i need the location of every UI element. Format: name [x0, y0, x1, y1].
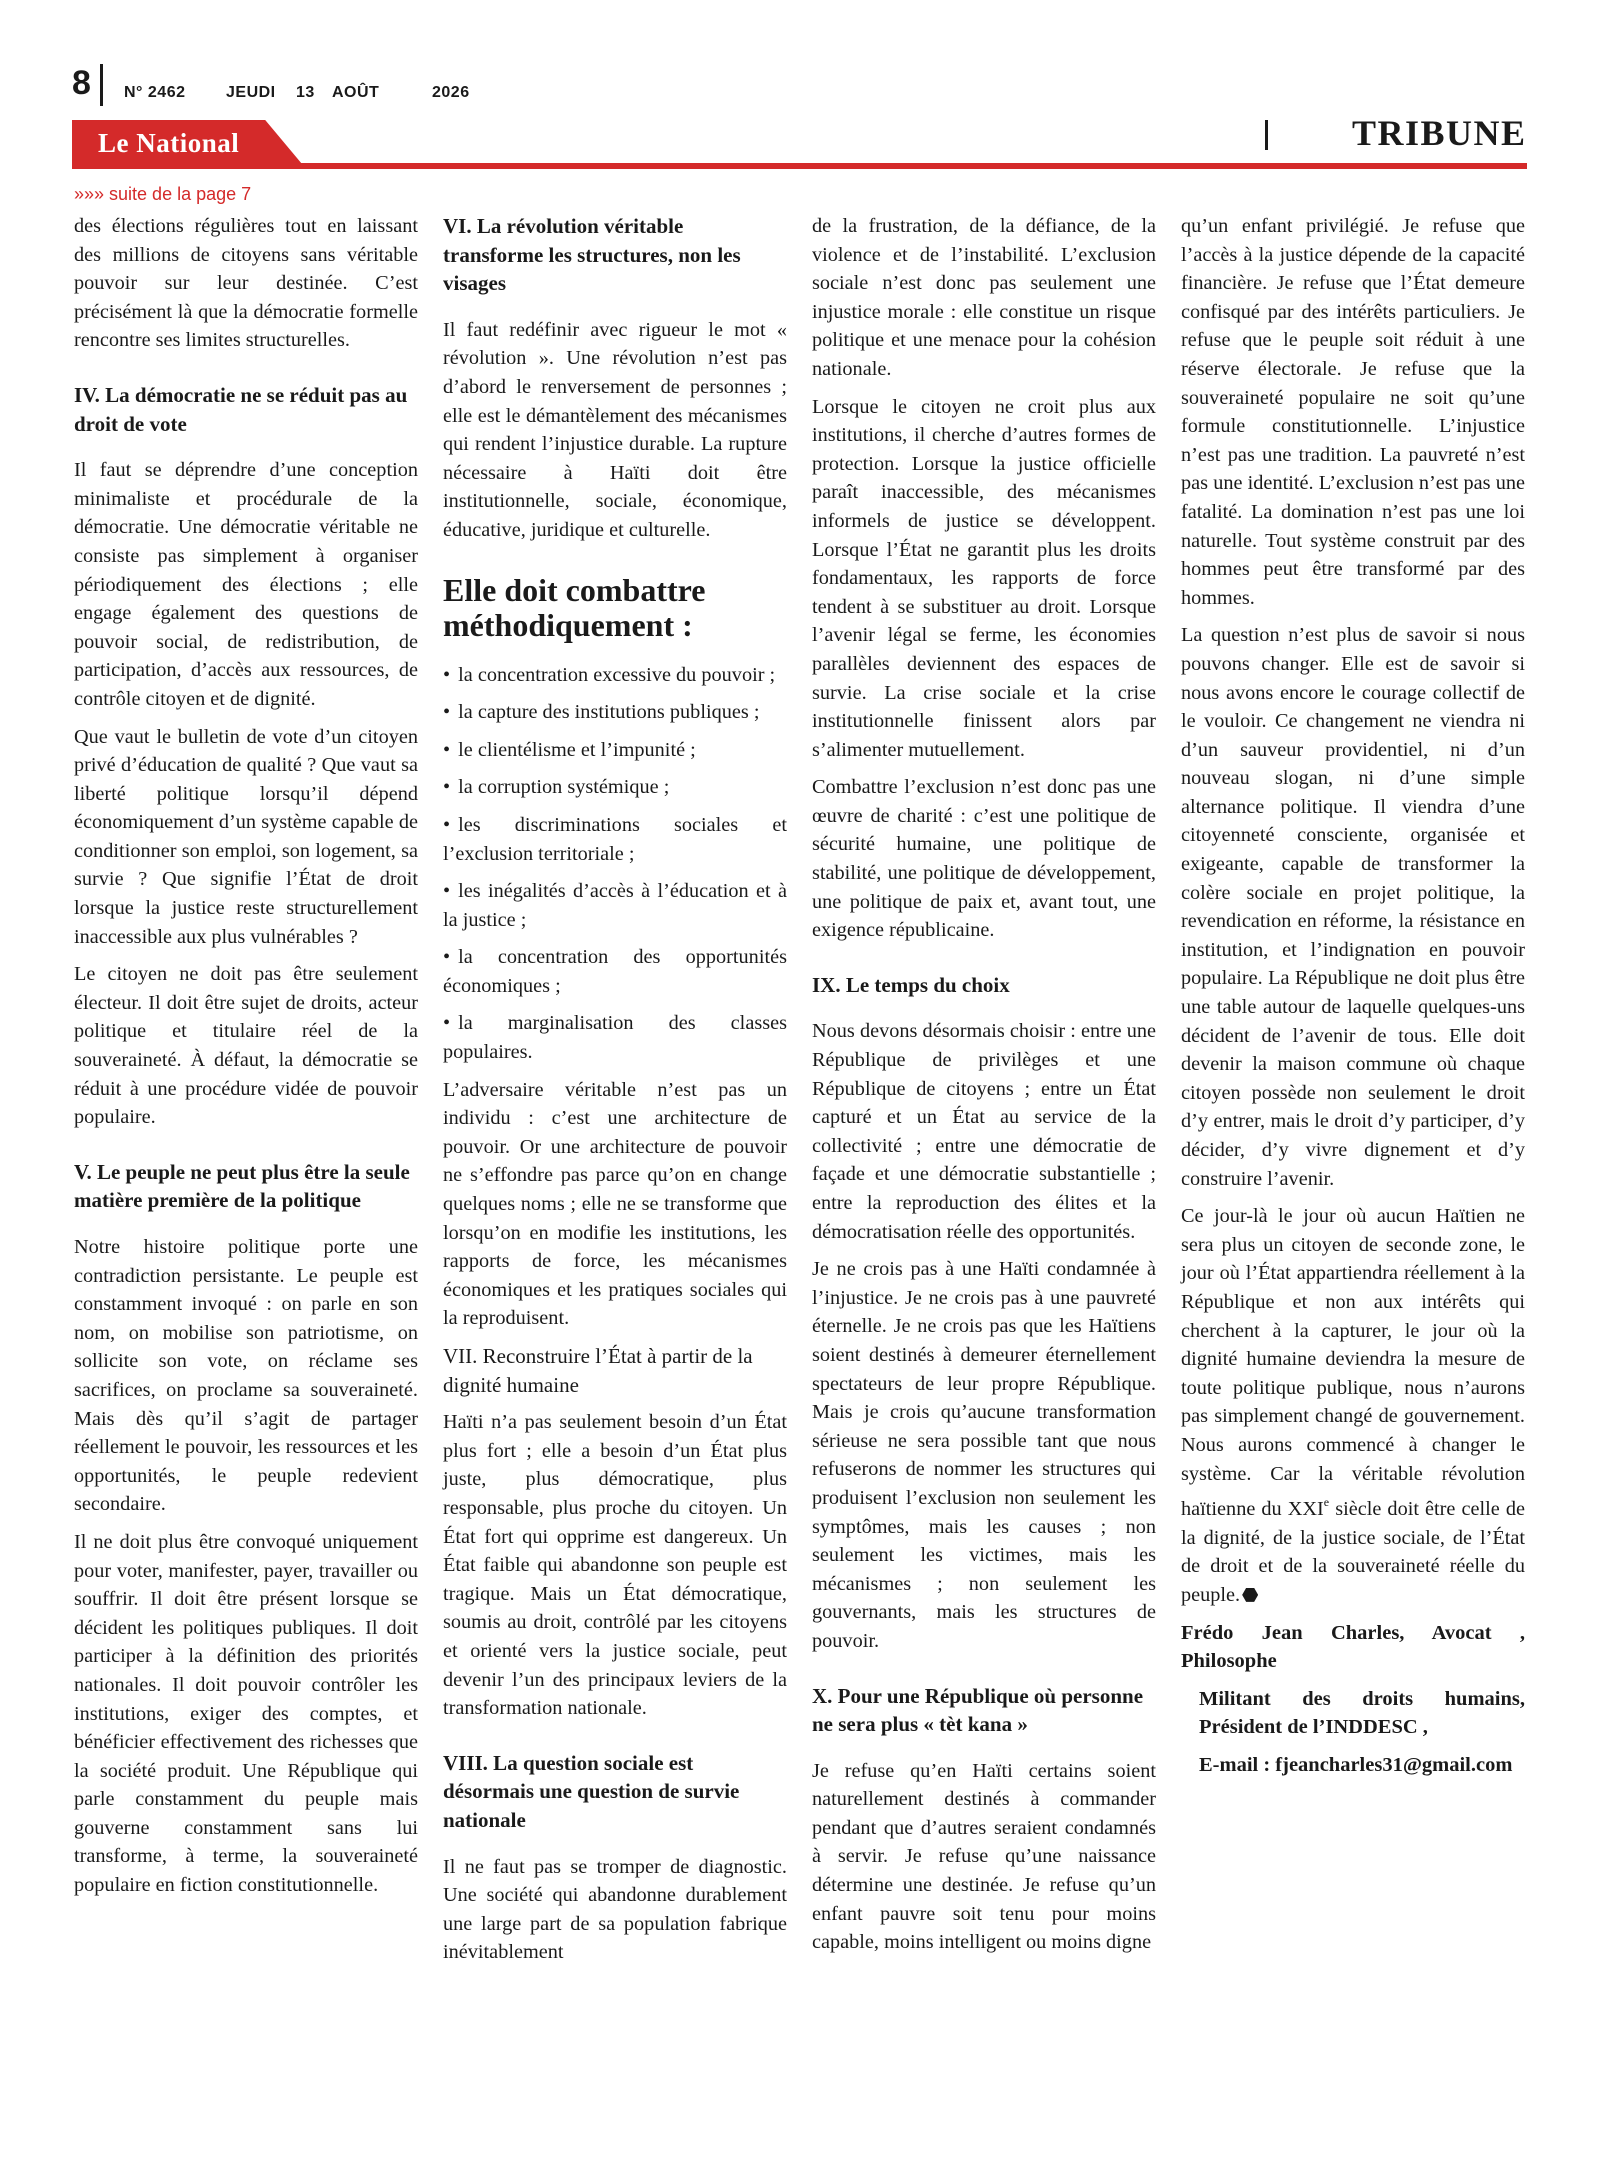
- author-email[interactable]: E-mail : fjeancharles31@gmail.com: [1199, 1753, 1513, 1776]
- paragraph: Combattre l’exclusion n’est donc pas une œuvre de charité : c’est une politique de sécurité humaine, une politique de stabilité, une politique de développement, une politique de paix et, avant tout, une exigence républicaine.: [812, 776, 1156, 942]
- section-heading-vi: VI. La révolution véritable transforme les structures, non les visages: [443, 214, 741, 296]
- article-column-2: [443, 212, 787, 1976]
- paragraph: La question n’est plus de savoir si nous pouvons changer. Elle est de savoir si nous avons encore le courage collectif de le vouloir. Ce changement ne viendra ni d’un sauveur providentiel, ni d’un nouveau slogan, ni d’une simple alternance politique. Il viendra d’une citoyenneté consciente, organisée et exigeante, capable de transformer la colère sociale en projet politique, la revendication en réforme, la résistance en institution, et l’indignation en pouvoir populaire. La République ne doit plus être une table autour de laquelle quelques-uns décident de l’avenir de tous. Elle doit devenir la maison commune où chaque citoyen possède non seulement le droit d’y entrer, mais le droit d’y participer, d’y décider, d’y vivre dignement et d’y construire l’avenir.: [1181, 624, 1525, 1190]
- paragraph: qu’un enfant privilégié. Je refuse que l’accès à la justice dépende de la capacité financière. Je refuse que l’État demeure confisqué par des intérêts particuliers. Je refuse que le peuple soit réduit à une réserve électorale. Je refuse que la souveraineté populaire ne soit qu’une formule constitutionnelle. L’injustice n’est pas une tradition. La pauvreté n’est pas une identité. L’exclusion n’est pas une fatalité. La domination n’est pas une loi naturelle. Tout système construit par des hommes peut être transformé par des hommes.: [1181, 215, 1525, 609]
- paragraph: Nous devons désormais choisir : entre une République de privilèges et une République de citoyens ; entre un État capturé et un État au service de la collectivité ; entre une démocratie de façade et une démocratie substantielle ; entre la reproduction des élites et la démocratisation réelle des opportunités.: [812, 1020, 1156, 1243]
- end-of-article-icon: [1242, 1588, 1258, 1602]
- list-item: • la marginalisation des classes populaires.: [443, 1009, 787, 1066]
- section-divider: [1265, 120, 1268, 150]
- list-item: • les discriminations sociales et l’exclusion territoriale ;: [443, 811, 787, 868]
- list-item: • les inégalités d’accès à l’éducation et à la justice ;: [443, 877, 787, 934]
- paragraph: Haïti n’a pas seulement besoin d’un État plus fort ; elle a besoin d’un État plus juste, plus démocratique, plus responsable, plus proche du citoyen. Un État fort qui opprime est dangereux. Un État faible qui abandonne son peuple est tragique. Mais un État démocratique, soumis au droit, contrôlé par les citoyens et orienté vers la justice sociale, peut devenir l’un des principaux leviers de la transformation nationale.: [443, 1411, 787, 1720]
- section-heading-vii: VII. Reconstruire l’État à partir de la dignité humaine: [443, 1344, 753, 1397]
- paragraph: de la frustration, de la défiance, de la violence et de l’instabilité. L’exclusion sociale n’est donc pas seulement une injustice morale : elle constitue un risque politique et une menace pour la cohésion nationale.: [812, 215, 1156, 380]
- closing-text-b: siècle doit être celle de la dignité, de la justice sociale, de l’État de droit et de la souveraineté réelle du peuple.: [1181, 1498, 1525, 1606]
- bullet-list: [443, 661, 787, 1067]
- article-column-4: [1181, 212, 1525, 1788]
- subheading-large: Elle doit combattre méthodiquement :: [443, 571, 706, 643]
- list-item: • le clientélisme et l’impunité ;: [443, 736, 787, 765]
- paragraph: Lorsque le citoyen ne croit plus aux institutions, il cherche d’autres formes de protection. Lorsque la justice officielle paraît inaccessible, des mécanismes informels de justice se développent. Lorsque l’État ne garantit plus les droits fondamentaux, les rapports de force tendent à se substituer au droit. Lorsque l’avenir légal se ferme, les économies parallèles deviennent des espaces de survie. La crise sociale et la crise institutionnelle finissent alors par s’alimenter mutuellement.: [812, 395, 1156, 761]
- article-column-1: [74, 212, 418, 1909]
- header-rule: [72, 163, 1527, 169]
- section-heading-viii: VIII. La question sociale est désormais une question de survie nationale: [443, 1750, 740, 1832]
- list-item: • la concentration des opportunités économiques ;: [443, 943, 787, 1000]
- weekday: JEUDI: [226, 84, 276, 101]
- paragraph: Que vaut le bulletin de vote d’un citoyen privé d’éducation de qualité ? Que vaut sa liberté politique lorsqu’il dépend économiquement d’un système capable de conditionner son emploi, son logement, sa survie ? Que signifie l’État de droit lorsque la justice reste structurellement inaccessible aux plus vulnérables ?: [74, 725, 418, 948]
- section-title: TRIBUNE: [1352, 113, 1527, 153]
- continued-from-link[interactable]: »»» suite de la page 7: [74, 184, 252, 204]
- paragraph: Il ne doit plus être convoqué uniquement pour voter, manifester, payer, travailler ou souffrir. Il doit être présent lorsque se décident les politiques publiques. Il doit participer à la définition des priorités nationales. Il doit pouvoir contrôler les institutions, exiger des comptes, et bénéficier effectivement des richesses que la société produit. Une République qui parle constamment du peuple mais gouverne constamment sans lui transforme, à terme, la souveraineté populaire en fiction constitutionnelle.: [74, 1530, 418, 1897]
- paragraph: Je refuse qu’en Haïti certains soient naturellement destinés à commander pendant que d’autres seraient condamnés à servir. Je refuse qu’une naissance détermine une destinée. Je refuse qu’un enfant pauvre soit tenu pour moins capable, moins intelligent ou moins digne: [812, 1759, 1156, 1954]
- author-name: Frédo Jean Charles, Avocat , Philosophe: [1181, 1621, 1525, 1673]
- section-heading-iv: IV. La démocratie ne se réduit pas au droit de vote: [74, 382, 408, 436]
- year: 2026: [432, 84, 470, 101]
- century-superscript: e: [1323, 1495, 1330, 1510]
- issue-number: N° 2462: [124, 84, 186, 101]
- section-heading-v: V. Le peuple ne peut plus être la seule matière première de la politique: [74, 1159, 410, 1213]
- paragraph: Il faut redéfinir avec rigueur le mot « révolution ». Une révolution n’est pas d’abord le renversement de personnes ; elle est le démantèlement des mécanismes qui rendent l’injustice durable. La rupture nécessaire à Haïti doit être institutionnelle, sociale, économique, éducative, juridique et culturelle.: [443, 318, 787, 541]
- article-column-3: [812, 212, 1156, 1966]
- author-title: Militant des droits humains, Président de l’INDDESC ,: [1199, 1687, 1525, 1739]
- paragraph: des élections régulières tout en laissant des millions de citoyens sans véritable pouvoir sur leur destinée. C’est précisément là que la démocratie formelle rencontre ses limites structurelles.: [74, 215, 418, 352]
- page-number: 8: [72, 64, 91, 102]
- paragraph: Le citoyen ne doit pas être seulement électeur. Il doit être sujet de droits, acteur politique et titulaire réel de la souveraineté. À défaut, la démocratie se réduit à une procédure vidée de pouvoir populaire.: [74, 963, 418, 1129]
- paragraph: Il ne faut pas se tromper de diagnostic. Une société qui abandonne durablement une large part de sa population fabrique inévitablement: [443, 1855, 787, 1964]
- page-number-divider: [100, 64, 103, 106]
- paragraph: Notre histoire politique porte une contradiction persistante. Le peuple est constamment invoqué : on parle en son nom, on mobilise son patriotisme, on sollicite son vote, on réclame ses sacrifices, on proclame sa souveraineté. Mais dès qu’il s’agit de partager réellement le pouvoir, les ressources et les opportunités, le peuple redevient secondaire.: [74, 1236, 418, 1516]
- month: AOÛT: [332, 84, 380, 101]
- section-heading-x: X. Pour une République où personne ne sera plus « tèt kana »: [812, 1683, 1144, 1737]
- closing-text-a: Ce jour-là le jour où aucun Haïtien ne sera plus un citoyen de seconde zone, le jour où l’État appartiendra réellement à la République et non aux intérêts qui cherchent à la capturer, le jour où la dignité humaine deviendra la mesure de toute politique publique, nous n’aurons pas simplement changé de gouvernement. Nous aurons commencé à changer le système. Car la véritable révolution haïtienne du XXI: [1181, 1205, 1525, 1521]
- newspaper-logo: Le National: [98, 128, 240, 158]
- list-item: • la concentration excessive du pouvoir ;: [443, 661, 787, 690]
- closing-paragraph: [1181, 1202, 1525, 1609]
- paragraph: Je ne crois pas à une Haïti condamnée à l’injustice. Je ne crois pas à une pauvreté éternelle. Je ne crois pas que les Haïtiens soient destinés à demeurer éternellement spectateurs de leur propre République. Mais je crois qu’aucune transformation sérieuse ne sera possible tant que nous refuserons de nommer les structures qui produisent l’exclusion non seulement les symptômes, mais les causes ; non seulement les victimes, mais les mécanismes ; non seulement les gouvernants, mais les structures de pouvoir.: [812, 1258, 1156, 1652]
- section-heading-ix: IX. Le temps du choix: [812, 972, 1010, 997]
- dateline: [124, 84, 470, 102]
- list-item: • la corruption systémique ;: [443, 773, 787, 802]
- paragraph: Il faut se déprendre d’une conception minimaliste et procédurale de la démocratie. Une démocratie véritable ne consiste pas simplement à organiser périodiquement des élections ; elle engage également des questions de pouvoir social, de redistribution, de participation, d’accès aux ressources, de contrôle citoyen et de dignité.: [74, 459, 418, 710]
- day-of-month: 13: [296, 84, 315, 101]
- list-item: • la capture des institutions publiques ;: [443, 698, 787, 727]
- paragraph: L’adversaire véritable n’est pas un individu : c’est une architecture de pouvoir. Or une architecture de pouvoir ne s’effondre pas parce qu’on en change quelques noms ; elle ne se transforme que lorsqu’on en modifie les institutions, les rapports de force, les mécanismes économiques et les pratiques sociales qui la reproduisent.: [443, 1078, 787, 1330]
